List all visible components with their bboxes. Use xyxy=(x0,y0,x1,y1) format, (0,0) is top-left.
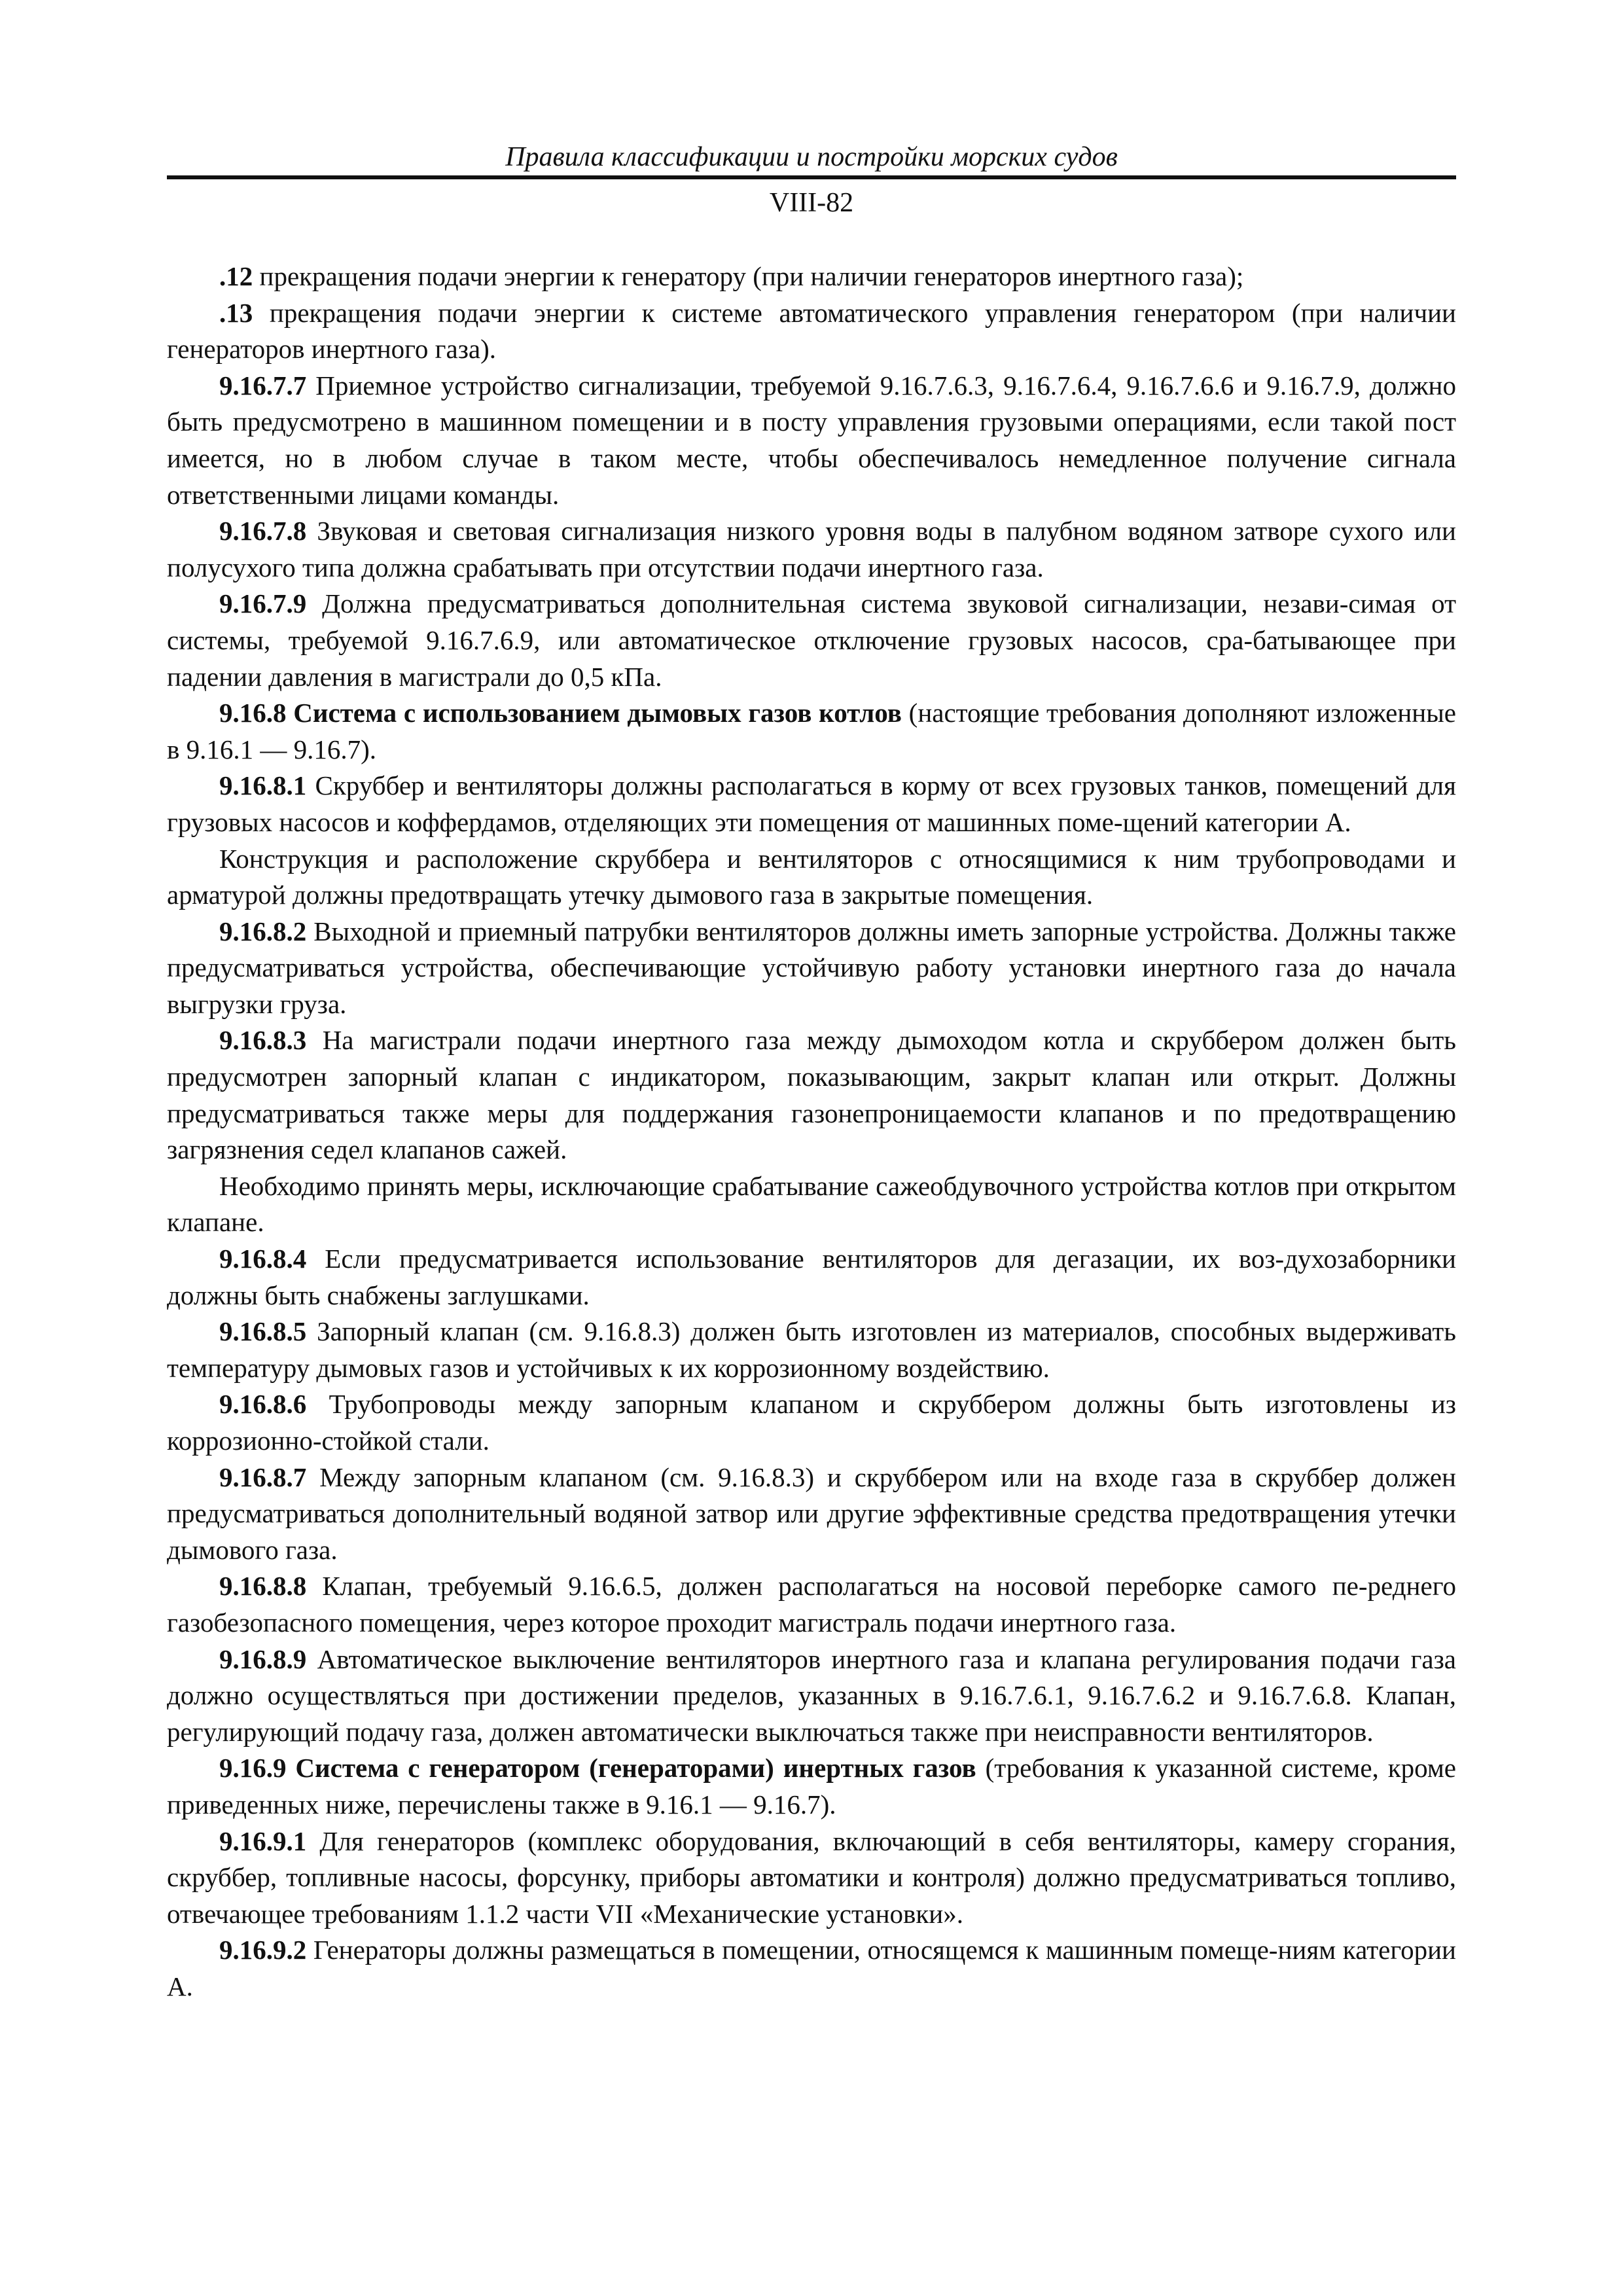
clause-number: 9.16.7.7 xyxy=(219,370,307,401)
clause-paragraph xyxy=(167,768,1456,840)
clause-paragraph xyxy=(167,1386,1456,1459)
clause-text: Приемное устройство сигнализации, требуемой 9.16.7.6.3, 9.16.7.6.4, 9.16.7.6.6 и 9.16.7.9, должно быть предусмотрено в машинном помещении и в посту управления грузовыми операциями, если такой пост имеется, но в любом случае в таком месте, чтобы обеспечивалось немедленное получение сигнала ответственными лицами команды. xyxy=(167,370,1456,510)
clause-paragraph xyxy=(167,1932,1456,2005)
clause-paragraph xyxy=(167,1823,1456,1933)
clause-paragraph xyxy=(167,914,1456,1023)
clause-paragraph xyxy=(167,586,1456,695)
clause-text: Для генераторов (комплекс оборудования, включающий в себя вентиляторы, камеру сгорания, скруббер, топливные насосы, форсунку, приборы автоматики и контроля) должно предусматриваться топливо, отвечающее требованиям 1.1.2 части VII «Механические установки». xyxy=(167,1825,1456,1929)
clause-text: Между запорным клапаном (см. 9.16.8.3) и скруббером или на входе газа в скруббер должен предусматриваться дополнительный водяной затвор или другие эффективные средства предотвращения утечки дымового газа. xyxy=(167,1462,1456,1565)
clause-text: Клапан, требуемый 9.16.6.5, должен располагаться на носовой переборке самого пе-реднего газобезопасного помещения, через которое проходит магистраль подачи инертного газа. xyxy=(167,1571,1456,1638)
clause-paragraph xyxy=(167,513,1456,586)
clause-paragraph xyxy=(167,1168,1456,1241)
clause-number: 9.16.8.4 xyxy=(219,1244,307,1274)
clause-number: 9.16.9 xyxy=(219,1753,287,1784)
clause-number: 9.16.8.8 xyxy=(219,1571,307,1602)
clause-number: 9.16.8.9 xyxy=(219,1643,307,1674)
clause-paragraph xyxy=(167,259,1456,295)
clause-text: Генераторы должны размещаться в помещении, относящемся к машинным помеще-ниям категории А. xyxy=(167,1935,1456,2001)
clause-heading: Система с генератором (генераторами) инертных газов xyxy=(286,1753,976,1784)
document-body xyxy=(167,259,1456,2005)
clause-number: 9.16.8.5 xyxy=(219,1316,307,1347)
clause-text: прекращения подачи энергии к системе автоматического управления генератором (при наличии генераторов инертного газа). xyxy=(167,297,1456,365)
clause-number: 9.16.8.7 xyxy=(219,1462,307,1492)
page-number: VIII-82 xyxy=(769,188,854,218)
clause-number: 9.16.9.2 xyxy=(219,1935,307,1965)
clause-heading: Система с использованием дымовых газов котлов xyxy=(286,698,902,728)
clause-text: Конструкция и расположение скруббера и вентиляторов с относящимися к ним трубопроводами и арматурой должны предотвращать утечку дымового газа в закрытые помещения. xyxy=(167,843,1456,910)
clause-text: Должна предусматриваться дополнительная система звуковой сигнализации, незави-симая от системы, требуемой 9.16.7.6.9, или автоматическое отключение грузовых насосов, сра-батывающее при падении давления в магистрали до 0,5 кПа. xyxy=(167,588,1456,692)
clause-paragraph xyxy=(167,841,1456,914)
clause-text: Если предусматривается использование вентиляторов для дегазации, их воз-духозаборники должны быть снабжены заглушками. xyxy=(167,1244,1456,1310)
header-divider xyxy=(167,175,1456,179)
clause-paragraph xyxy=(167,1750,1456,1823)
clause-number: 9.16.8.2 xyxy=(219,916,307,946)
clause-number: 9.16.9.1 xyxy=(219,1825,307,1856)
clause-text: (настоящие требования дополняют изложенные в 9.16.1 — 9.16.7). xyxy=(167,698,1456,764)
clause-number: 9.16.8.6 xyxy=(219,1389,307,1420)
clause-number: 9.16.7.9 xyxy=(219,588,307,619)
clause-number: 9.16.7.8 xyxy=(219,516,307,547)
clause-number: .13 xyxy=(219,297,253,328)
clause-text: Звуковая и световая сигнализация низкого уровня воды в палубном водяном затворе сухого или полусухого типа должна срабатывать при отсутствии подачи инертного газа. xyxy=(167,516,1456,583)
clause-paragraph xyxy=(167,1460,1456,1569)
clause-paragraph xyxy=(167,1241,1456,1314)
clause-paragraph xyxy=(167,695,1456,768)
clause-paragraph xyxy=(167,295,1456,368)
clause-text: прекращения подачи энергии к генератору (при наличии генераторов инертного газа); xyxy=(253,261,1244,291)
clause-paragraph xyxy=(167,1022,1456,1168)
clause-number: 9.16.8.3 xyxy=(219,1025,307,1056)
clause-text: Трубопроводы между запорным клапаном и скруббером должны быть изготовлены из коррозионно-стойкой стали. xyxy=(167,1389,1456,1456)
clause-text: Выходной и приемный патрубки вентиляторов должны иметь запорные устройства. Должны также предусматриваться устройства, обеспечивающие устойчивую работу установки инертного газа до начала выгрузки груза. xyxy=(167,916,1456,1019)
clause-paragraph xyxy=(167,368,1456,513)
clause-text: На магистрали подачи инертного газа между дымоходом котла и скруббером должен быть предусмотрен запорный клапан с индикатором, показывающим, закрыт клапан или открыт. Должны предусматриваться также меры для поддержания газонепроницаемости клапанов и по предотвращению загрязнения седел клапанов сажей. xyxy=(167,1025,1456,1165)
clause-text: Скруббер и вентиляторы должны располагаться в корму от всех грузовых танков, помещений для грузовых насосов и коффердамов, отделяющих эти помещения от машинных поме-щений категории А. xyxy=(167,770,1456,837)
clause-paragraph xyxy=(167,1568,1456,1641)
clause-text: (требования к указанной системе, кроме приведенных ниже, перечислены также в 9.16.1 — 9.16.7). xyxy=(167,1753,1456,1820)
clause-number: 9.16.8.1 xyxy=(219,770,307,801)
clause-text: Запорный клапан (см. 9.16.8.3) должен быть изготовлен из материалов, способных выдерживать температуру дымовых газов и устойчивых к их коррозионному воздействию. xyxy=(167,1316,1456,1383)
clause-text: Необходимо принять меры, исключающие срабатывание сажеобдувочного устройства котлов при открытом клапане. xyxy=(167,1170,1456,1238)
clause-number: .12 xyxy=(219,261,253,291)
clause-text: Автоматическое выключение вентиляторов инертного газа и клапана регулирования подачи газа должно осуществляться при достижении пределов, указанных в 9.16.7.6.1, 9.16.7.6.2 и 9.16.7.6.8. Клапан, регулирующий подачу газа, должен автоматически выключаться также при неисправности вентиляторов. xyxy=(167,1643,1456,1747)
clause-paragraph xyxy=(167,1314,1456,1386)
clause-paragraph xyxy=(167,1641,1456,1751)
clause-number: 9.16.8 xyxy=(219,698,287,728)
running-header-title: Правила классификации и постройки морских судов xyxy=(505,142,1118,172)
